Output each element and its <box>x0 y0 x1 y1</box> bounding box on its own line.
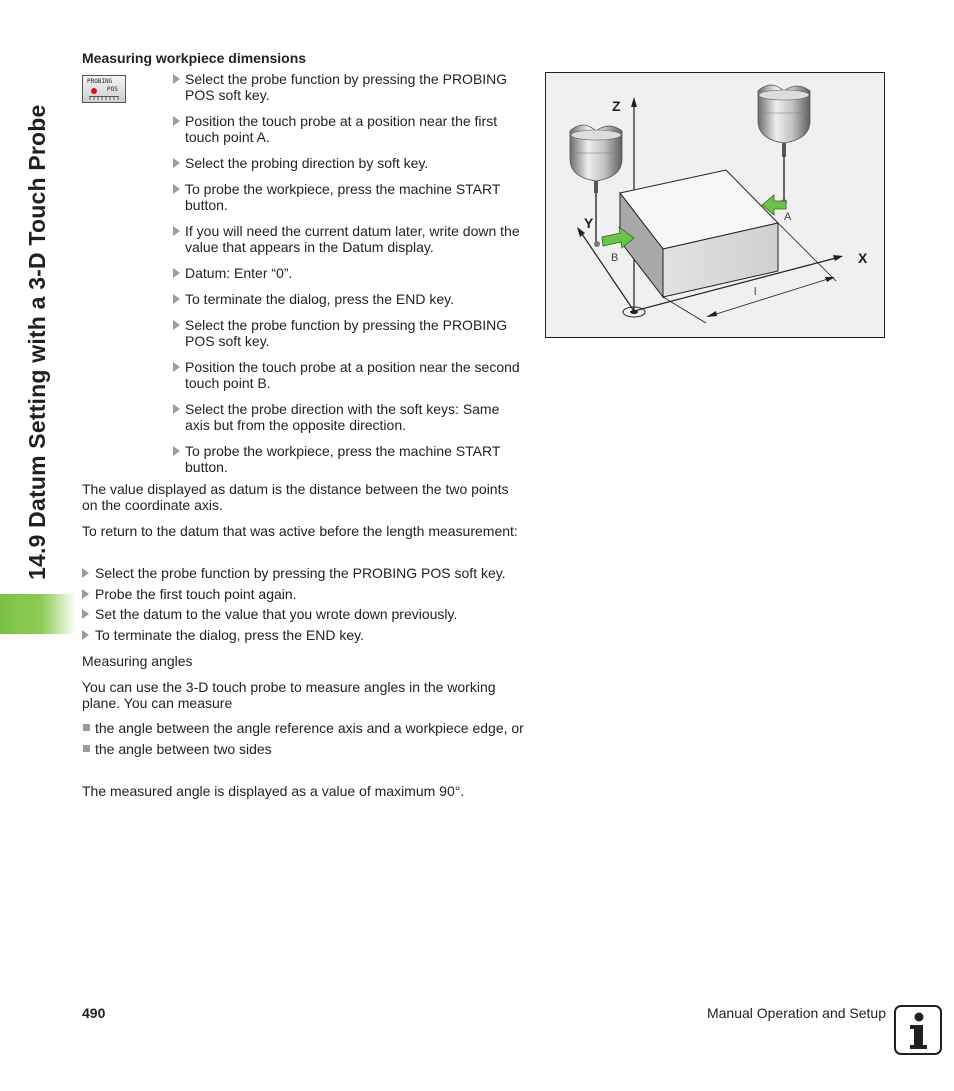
step-item: To probe the workpiece, press the machine START button. <box>173 181 525 213</box>
info-i-glyph <box>896 1007 940 1053</box>
arrow-bullet-icon <box>173 404 180 414</box>
arrow-bullet-icon <box>173 294 180 304</box>
chapter-side-title: 14.9 Datum Setting with a 3-D Touch Probe <box>24 104 50 580</box>
chapter-tab-marker <box>0 594 76 634</box>
step-item: Position the touch probe at a position near the first touch point A. <box>173 113 525 145</box>
angle-bullet-list <box>82 720 527 762</box>
step-item: To terminate the dialog, press the END key. <box>173 291 525 307</box>
workpiece-block <box>620 170 778 297</box>
arrow-bullet-icon <box>82 589 89 599</box>
step-item: Position the touch probe at a position near the second touch point B. <box>173 359 525 391</box>
square-bullet-icon <box>83 745 90 752</box>
touch-probe-measurement-figure <box>545 72 885 338</box>
return-step-item: To terminate the dialog, press the END key. <box>82 627 527 643</box>
angles-heading: Measuring angles <box>82 653 193 669</box>
touch-probe-a-icon <box>758 85 810 205</box>
point-b-label: B <box>611 252 619 264</box>
arrow-bullet-icon <box>173 446 180 456</box>
datum-value-paragraph: The value displayed as datum is the distance between the two points on the coordinate axis. <box>82 481 509 513</box>
arrow-bullet-icon <box>173 158 180 168</box>
square-bullet-icon <box>83 724 90 731</box>
arrow-bullet-icon <box>173 184 180 194</box>
info-icon <box>894 1005 942 1055</box>
step-item: To probe the workpiece, press the machine START button. <box>173 443 525 475</box>
arrow-bullet-icon <box>173 116 180 126</box>
axis-x-label: X <box>858 250 868 266</box>
return-step-item: Select the probe function by pressing the PROBING POS soft key. <box>82 565 527 581</box>
procedure-steps <box>173 71 525 485</box>
step-item: Select the probe direction with the soft keys: Same axis but from the opposite direction. <box>173 401 525 433</box>
angles-note-paragraph: The measured angle is displayed as a value of maximum 90°. <box>82 783 465 799</box>
softkey-label-line2: POS <box>107 86 118 93</box>
arrow-bullet-icon <box>82 630 89 640</box>
figure-drawing <box>546 73 884 337</box>
workpiece-surface-icon <box>89 96 119 100</box>
arrow-bullet-icon <box>173 320 180 330</box>
step-item: Datum: Enter “0”. <box>173 265 525 281</box>
softkey-label-line1: PROBING <box>87 78 113 85</box>
arrow-bullet-icon <box>173 362 180 372</box>
probe-tip-icon <box>91 88 97 94</box>
bullet-item: the angle between two sides <box>82 741 527 757</box>
length-label: l <box>754 286 757 298</box>
arrow-bullet-icon <box>173 74 180 84</box>
footer-chapter-title: Manual Operation and Setup <box>706 1005 886 1021</box>
step-item: If you will need the current datum later, write down the value that appears in the Datum display. <box>173 223 525 255</box>
point-a-label: A <box>784 211 792 223</box>
return-step-item: Probe the first touch point again. <box>82 586 527 602</box>
probing-pos-softkey-icon <box>82 75 126 103</box>
section-title: Measuring workpiece dimensions <box>82 50 307 66</box>
arrow-bullet-icon <box>173 268 180 278</box>
axis-z-label: Z <box>612 98 621 114</box>
return-step-item: Set the datum to the value that you wrote down previously. <box>82 606 527 622</box>
arrow-bullet-icon <box>173 226 180 236</box>
bullet-item: the angle between the angle reference axis and a workpiece edge, or <box>82 720 527 736</box>
page-number: 490 <box>82 1005 106 1021</box>
datum-point-icon <box>630 310 638 314</box>
axis-y-label: Y <box>584 215 594 231</box>
return-datum-paragraph: To return to the datum that was active before the length measurement: <box>82 523 518 539</box>
step-item: Select the probe function by pressing the PROBING POS soft key. <box>173 317 525 349</box>
return-steps-list <box>82 565 527 647</box>
step-item: Select the probing direction by soft key. <box>173 155 525 171</box>
step-item: Select the probe function by pressing the PROBING POS soft key. <box>173 71 525 103</box>
arrow-bullet-icon <box>82 609 89 619</box>
angles-intro-paragraph: You can use the 3-D touch probe to measure angles in the working plane. You can measure <box>82 679 496 711</box>
arrow-bullet-icon <box>82 568 89 578</box>
